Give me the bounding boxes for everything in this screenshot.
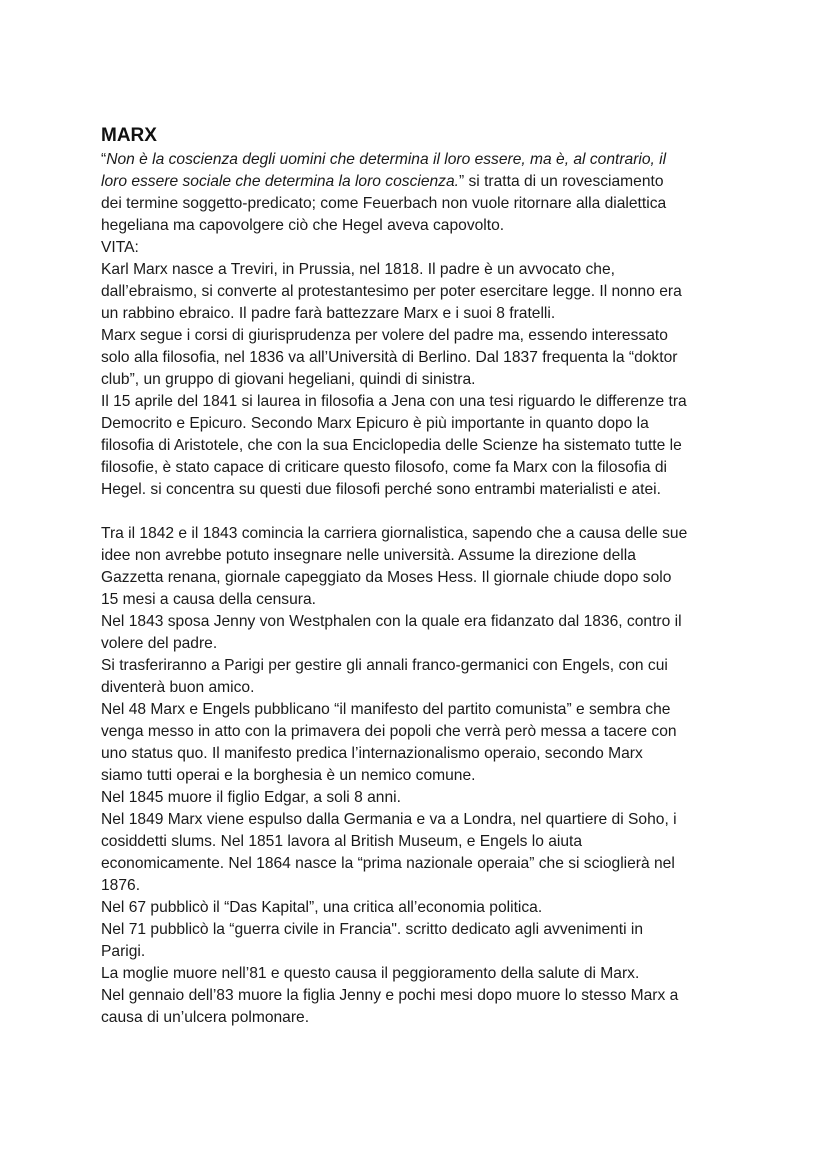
text-line: Nel gennaio dell’83 muore la figlia Jenny e pochi mesi dopo muore lo stesso Marx a [101,987,679,1004]
text-line: Gazzetta renana, giornale capeggiato da Moses Hess. Il giornale chiude dopo solo [101,569,672,586]
text-line: VITA: [101,239,139,256]
text-line: solo alla filosofia, nel 1836 va all’Università di Berlino. Dal 1837 frequenta la “doktor [101,349,678,366]
text-line: Democrito e Epicuro. Secondo Marx Epicuro è più importante in quanto dopo la [101,415,649,432]
text-line: Nel 1845 muore il figlio Edgar, a soli 8 anni. [101,789,401,806]
text-line: cosiddetti slums. Nel 1851 lavora al British Museum, e Engels lo aiuta [101,833,583,850]
text-line: Hegel. si concentra su questi due filosofi perché sono entrambi materialisti e atei. [101,481,661,498]
quote-line-2 [101,171,741,193]
text-line: idee non avrebbe potuto insegnare nelle università. Assume la direzione della [101,547,636,564]
text-line: dei termine soggetto-predicato; come Feuerbach non vuole ritornare alla dialettica [101,195,667,212]
text-line: filosofie, è stato capace di criticare questo filosofo, come fa Marx con la filosofia di [101,459,667,476]
text-line: 15 mesi a causa della censura. [101,591,316,608]
text-line: Nel 71 pubblicò la “guerra civile in Francia". scritto dedicato agli avvenimenti in [101,921,644,938]
text-line: volere del padre. [101,635,218,652]
intro-section [101,193,741,501]
text-line: venga messo in atto con la primavera dei popoli che verrà però messa a tacere con [101,723,677,740]
quote-italic-text-1: Non è la coscienza degli uomini che determina il loro essere, ma è, al contrario, il [106,151,667,168]
text-line: Il 15 aprile del 1841 si laurea in filosofia a Jena con una tesi riguardo le differenze tra [101,393,687,410]
text-line: Nel 67 pubblicò il “Das Kapital”, una critica all’economia politica. [101,899,543,916]
text-line: Si trasferiranno a Parigi per gestire gli annali franco-germanici con Engels, con cui [101,657,668,674]
text-line: Parigi. [101,943,146,960]
text-line: Tra il 1842 e il 1843 comincia la carriera giornalistica, sapendo che a causa delle sue [101,525,688,542]
text-line: Nel 1849 Marx viene espulso dalla Germania e va a Londra, nel quartiere di Soho, i [101,811,677,828]
text-line: Karl Marx nasce a Treviri, in Prussia, nel 1818. Il padre è un avvocato che, [101,261,615,278]
text-line: Marx segue i corsi di giurisprudenza per volere del padre ma, essendo interessato [101,327,668,344]
document-page [101,123,741,1029]
text-line: hegeliana ma capovolgere ciò che Hegel aveva capovolto. [101,217,505,234]
text-line: diventerà buon amico. [101,679,255,696]
text-line: filosofia di Aristotele, che con la sua Enciclopedia delle Scienze ha sistemato tutte le [101,437,682,454]
text-line: club”, un gruppo di giovani hegeliani, quindi di sinistra. [101,371,476,388]
text-line: siamo tutti operai e la borghesia è un nemico comune. [101,767,476,784]
text-line: causa di un’ulcera polmonare. [101,1009,310,1026]
text-line: Nel 48 Marx e Engels pubblicano “il manifesto del partito comunista” e sembra che [101,701,671,718]
document-title: MARX [101,125,157,146]
text-line: Nel 1843 sposa Jenny von Westphalen con la quale era fidanzato dal 1836, contro il [101,613,682,630]
text-line: uno status quo. Il manifesto predica l’internazionalismo operaio, secondo Marx [101,745,643,762]
quote-continuation-text: ” si tratta di un rovesciamento [458,173,664,190]
text-line: dall’ebraismo, si converte al protestantesimo per poter esercitare legge. Il nonno era [101,283,682,300]
quote-italic-text-2: loro essere sociale che determina la loro coscienza. [101,173,459,190]
paragraph-spacer [101,501,741,523]
text-line: economicamente. Nel 1864 nasce la “prima nazionale operaia” che si scioglierà nel [101,855,675,872]
quote-open-mark: “ [101,151,107,168]
biography-section [101,523,741,1029]
text-line: 1876. [101,877,141,894]
quote-line-1 [101,149,741,171]
text-line: La moglie muore nell’81 e questo causa il peggioramento della salute di Marx. [101,965,640,982]
text-line: un rabbino ebraico. Il padre farà battezzare Marx e i suoi 8 fratelli. [101,305,556,322]
